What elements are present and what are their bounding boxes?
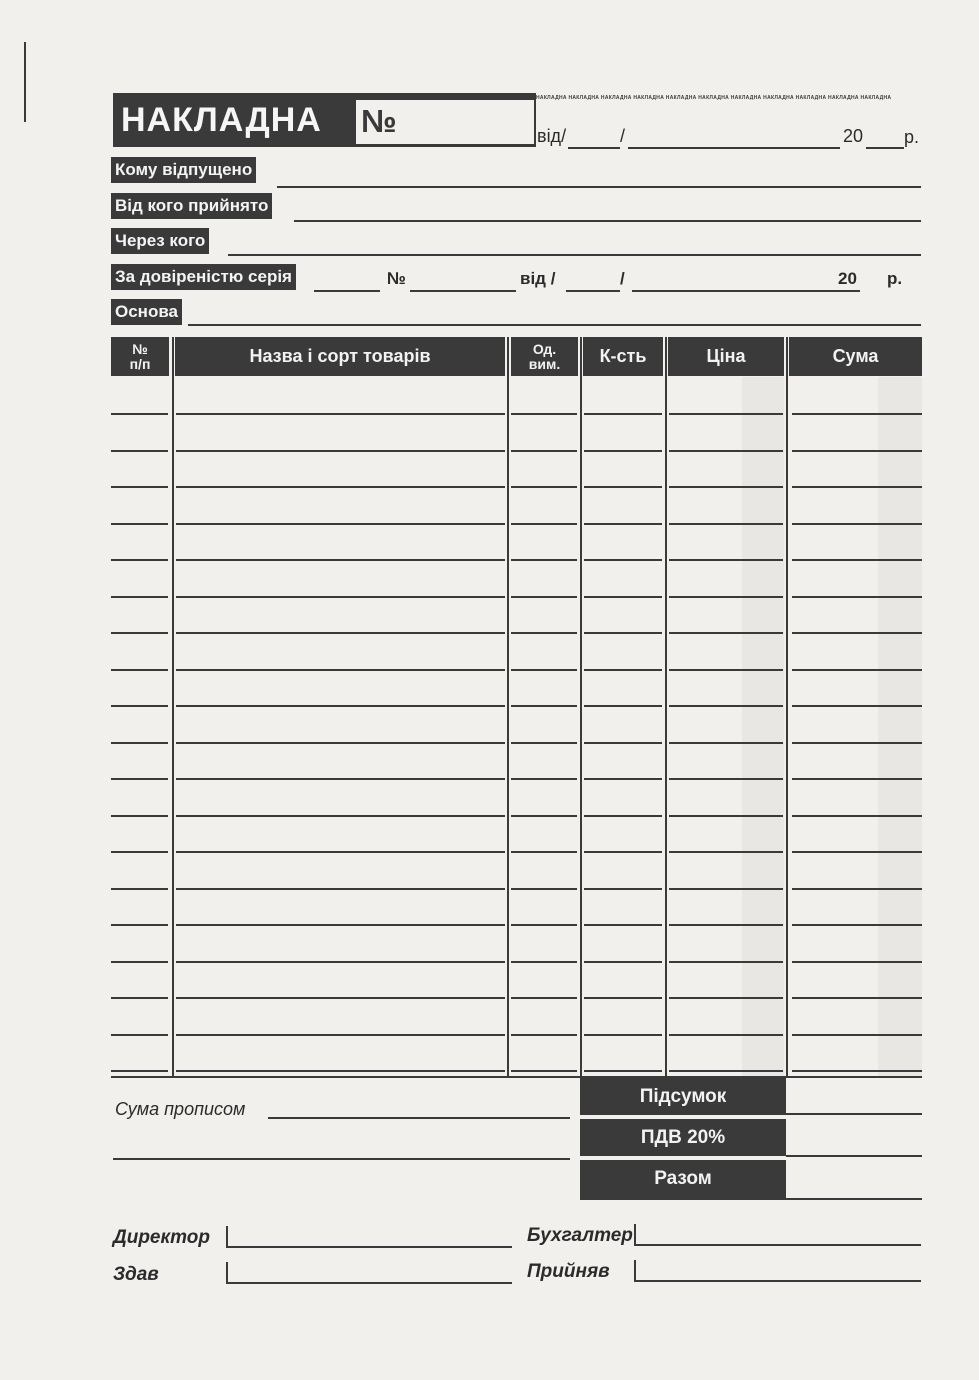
- table-row-line: [111, 888, 168, 890]
- subtotal-label: Підсумок: [580, 1078, 786, 1115]
- table-row-line: [792, 1070, 922, 1072]
- table-row-line: [511, 778, 577, 780]
- col-line-2: [507, 337, 509, 1077]
- col-line-5: [786, 337, 788, 1077]
- table-row-line: [511, 742, 577, 744]
- th-num: [111, 337, 169, 376]
- table-row-line: [669, 961, 783, 963]
- table-row-line: [584, 997, 662, 999]
- table-row-line: [176, 486, 505, 488]
- amount-line-2: [113, 1158, 570, 1160]
- table-row-line: [792, 523, 922, 525]
- table-row-line: [111, 632, 168, 634]
- date-year-line: [866, 147, 904, 149]
- table-row-line: [511, 1070, 577, 1072]
- table-row-line: [792, 851, 922, 853]
- dov-slash: /: [620, 269, 625, 288]
- table-row-line: [111, 1034, 168, 1036]
- table-row-line: [176, 815, 505, 817]
- vid-kogo-field-line: [294, 220, 921, 222]
- table-row-line: [511, 450, 577, 452]
- table-bottom-line: [111, 1076, 922, 1078]
- table-row-line: [669, 669, 783, 671]
- table-row-line: [176, 559, 505, 561]
- table-row-line: [584, 705, 662, 707]
- table-row-line: [669, 888, 783, 890]
- vat-value-line: [786, 1155, 922, 1157]
- table-row-line: [584, 888, 662, 890]
- doverenist-series-line: [314, 290, 380, 292]
- table-row-line: [584, 450, 662, 452]
- table-row-line: [584, 523, 662, 525]
- th-name: Назва і сорт товарів: [175, 337, 505, 376]
- table-row-line: [584, 924, 662, 926]
- table-row-line: [176, 851, 505, 853]
- table-row-line: [511, 888, 577, 890]
- table-row-line: [584, 1034, 662, 1036]
- date-slash: /: [620, 126, 626, 146]
- table-row-line: [792, 997, 922, 999]
- table-row-line: [669, 924, 783, 926]
- table-row-line: [669, 742, 783, 744]
- table-row-line: [511, 669, 577, 671]
- dov-day-line: [566, 290, 620, 292]
- table-row-line: [111, 815, 168, 817]
- table-row-line: [111, 997, 168, 999]
- table-row-line: [792, 961, 922, 963]
- table-row-line: [511, 523, 577, 525]
- handed-label: Здав: [113, 1264, 159, 1285]
- table-row-line: [669, 851, 783, 853]
- table-row-line: [176, 523, 505, 525]
- subtotal-value-line: [786, 1113, 922, 1115]
- table-row-line: [584, 742, 662, 744]
- table-row-line: [176, 888, 505, 890]
- table-row-line: [792, 705, 922, 707]
- table-row-line: [669, 997, 783, 999]
- director-label: Директор: [113, 1227, 210, 1248]
- dov-vid: від /: [520, 269, 556, 288]
- date-vid: від/: [537, 126, 567, 146]
- table-row-line: [111, 559, 168, 561]
- director-sign-line: [226, 1246, 512, 1248]
- label-vid-kogo: Від кого прийнято: [111, 193, 272, 219]
- table-row-line: [176, 669, 505, 671]
- table-row-line: [584, 596, 662, 598]
- table-row-line: [669, 778, 783, 780]
- table-row-line: [792, 888, 922, 890]
- table-row-line: [111, 486, 168, 488]
- table-row-line: [792, 413, 922, 415]
- table-row-line: [669, 1034, 783, 1036]
- table-row-line: [176, 742, 505, 744]
- table-row-line: [176, 961, 505, 963]
- label-cherez: Через кого: [111, 228, 209, 254]
- th-num-line1: №: [132, 340, 148, 357]
- table-row-line: [511, 851, 577, 853]
- table-row-line: [111, 1070, 168, 1072]
- amount-line-1: [268, 1117, 570, 1119]
- table-row-line: [584, 559, 662, 561]
- table-row-line: [669, 559, 783, 561]
- table-row-line: [511, 559, 577, 561]
- table-row-line: [111, 523, 168, 525]
- date-r: р.: [904, 127, 920, 147]
- komu-field-line: [277, 186, 921, 188]
- received-label: Прийняв: [527, 1261, 610, 1282]
- table-row-line: [176, 632, 505, 634]
- label-osnova: Основа: [111, 299, 182, 325]
- table-row-line: [584, 1070, 662, 1072]
- table-row-line: [111, 413, 168, 415]
- accountant-tick: [634, 1224, 636, 1246]
- table-row-line: [511, 1034, 577, 1036]
- table-row-line: [669, 450, 783, 452]
- table-row-line: [176, 778, 505, 780]
- table-row-line: [584, 486, 662, 488]
- table-row-line: [111, 450, 168, 452]
- table-row-line: [669, 523, 783, 525]
- th-num-line2: п/п: [129, 355, 151, 372]
- table-row-line: [111, 596, 168, 598]
- dov-month-line: [632, 290, 860, 292]
- table-row-line: [111, 851, 168, 853]
- vat-label: ПДВ 20%: [580, 1119, 786, 1156]
- table-row-line: [584, 669, 662, 671]
- received-sign-line: [634, 1280, 921, 1282]
- table-row-line: [111, 742, 168, 744]
- table-row-line: [511, 486, 577, 488]
- table-row-line: [111, 961, 168, 963]
- table-row-line: [792, 924, 922, 926]
- table-row-line: [584, 413, 662, 415]
- col-line-3: [580, 337, 582, 1077]
- table-row-line: [792, 486, 922, 488]
- table-row-line: [584, 778, 662, 780]
- table-row-line: [669, 705, 783, 707]
- th-sum: Сума: [789, 337, 922, 376]
- table-row-line: [792, 742, 922, 744]
- table-row-line: [176, 705, 505, 707]
- table-row-line: [176, 924, 505, 926]
- table-row-line: [511, 961, 577, 963]
- amount-in-words-label: Сума прописом: [115, 1099, 246, 1119]
- table-row-line: [584, 961, 662, 963]
- table-row-line: [176, 997, 505, 999]
- sum-shade: [878, 377, 922, 1077]
- table-row-line: [669, 413, 783, 415]
- table-row-line: [792, 559, 922, 561]
- table-row-line: [792, 1034, 922, 1036]
- date-year: 20: [843, 126, 864, 146]
- th-qty: К-сть: [583, 337, 663, 376]
- table-row-line: [511, 413, 577, 415]
- accountant-sign-line: [634, 1244, 921, 1246]
- title-word: НАКЛАДНА: [121, 101, 322, 139]
- table-row-line: [176, 596, 505, 598]
- handed-sign-line: [226, 1282, 512, 1284]
- table-row-line: [792, 596, 922, 598]
- label-doverenist: За довіреністю серія: [111, 264, 296, 290]
- table-row-line: [111, 778, 168, 780]
- table-row-line: [669, 486, 783, 488]
- received-tick: [634, 1260, 636, 1282]
- table-row-line: [792, 815, 922, 817]
- table-row-line: [669, 632, 783, 634]
- th-unit-line1: Од.: [532, 340, 557, 357]
- table-row-line: [176, 413, 505, 415]
- table-row-line: [584, 851, 662, 853]
- margin-mark: [24, 42, 26, 122]
- date-day-line: [568, 147, 620, 149]
- table-row-line: [511, 596, 577, 598]
- th-unit: [511, 337, 578, 376]
- title-number-sign: №: [361, 103, 397, 139]
- dov-number-line: [410, 290, 516, 292]
- dov-year: 20: [838, 269, 857, 288]
- table-row-line: [584, 815, 662, 817]
- table-row-line: [511, 705, 577, 707]
- table-row-line: [669, 596, 783, 598]
- header-strip-bar: [536, 93, 910, 103]
- total-value-line: [580, 1198, 922, 1200]
- table-row-line: [111, 924, 168, 926]
- cherez-field-line: [228, 254, 921, 256]
- table-row-line: [669, 815, 783, 817]
- table-row-line: [111, 705, 168, 707]
- title-underline: [356, 144, 536, 146]
- table-row-line: [511, 997, 577, 999]
- dov-r: р.: [887, 269, 903, 288]
- handed-tick: [226, 1262, 228, 1284]
- dov-number-sign: №: [387, 269, 406, 288]
- th-price: Ціна: [668, 337, 784, 376]
- total-label: Разом: [580, 1160, 786, 1198]
- col-line-1: [172, 337, 174, 1077]
- table-row-line: [669, 1070, 783, 1072]
- table-row-line: [792, 669, 922, 671]
- table-row-line: [792, 632, 922, 634]
- director-tick: [226, 1226, 228, 1248]
- table-row-line: [792, 450, 922, 452]
- table-row-line: [584, 632, 662, 634]
- col-line-4: [665, 337, 667, 1077]
- table-row-line: [176, 1070, 505, 1072]
- table-row-line: [511, 924, 577, 926]
- header-strip: НАКЛАДНА НАКЛАДНА НАКЛАДНА НАКЛАДНА НАКЛАДНА НАКЛАДНА НАКЛАДНА НАКЛАДНА НАКЛАДНА НАКЛАДНА НАКЛАДНА: [536, 95, 892, 101]
- table-row-line: [792, 778, 922, 780]
- table-row-line: [511, 815, 577, 817]
- th-unit-line2: вим.: [528, 355, 561, 372]
- price-shade: [742, 377, 784, 1077]
- label-komu: Кому відпущено: [111, 157, 256, 183]
- table-row-line: [511, 632, 577, 634]
- table-row-line: [176, 450, 505, 452]
- date-month-line: [628, 147, 840, 149]
- accountant-label: Бухгалтер: [527, 1225, 633, 1246]
- table-row-line: [111, 669, 168, 671]
- table-row-line: [176, 1034, 505, 1036]
- osnova-field-line: [188, 324, 921, 326]
